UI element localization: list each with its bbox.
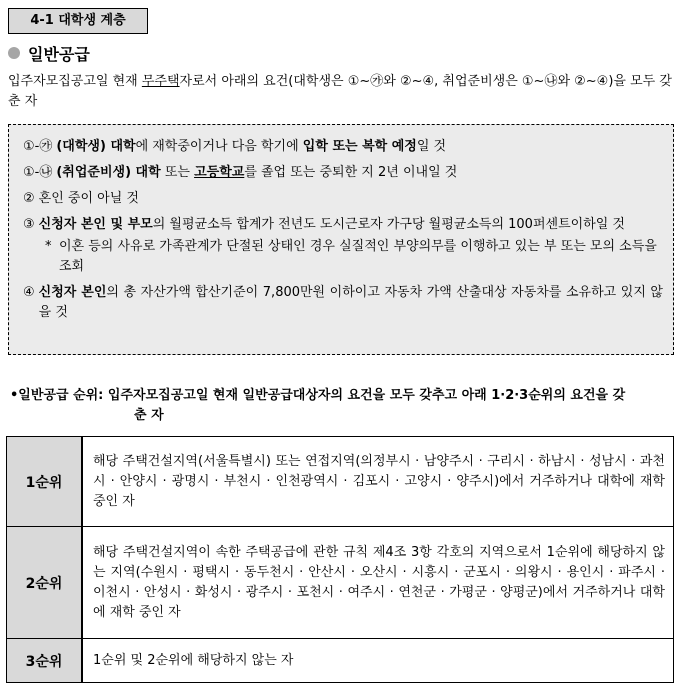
note-text: 이혼 등의 사유로 가족관계가 단절된 상태인 경우 실질적인 부양의무를 이행하고 있는 부 또는 모의 소득을 조회 <box>59 239 657 274</box>
condition-note <box>23 237 663 277</box>
condition-4 <box>23 283 663 323</box>
table-row <box>7 527 674 639</box>
rank-intro-line: •일반공급 순위: 입주자모집공고일 현재 일반공급대상자의 요건을 모두 갖추고 아래 1·2·3순위의 요건을 갖 <box>10 388 626 403</box>
condition-bold: (대학생) 대학 <box>56 139 136 154</box>
condition-text: 를 졸업 또는 중퇴한 지 2년 이내일 것 <box>244 165 458 180</box>
rank-description: 해당 주택건설지역이 속한 주택공급에 관한 규칙 제4조 3항 각호의 지역으로서 1순위에 해당하지 않는 지역(수원시 · 평택시 · 동두천시 · 안산시 · 오산시 · 시흥시 · 군포시 · 의왕시 · 용인시 · 파주시 · 이천시 · 안성시 · 화성시 · 광주시 · 포천시 · 여주시 · 연천군 · 가평군 · 양평군)에서 거주하거나 대학에 재학 중인 자 <box>82 527 674 639</box>
condition-text: 의 총 자산가액 합산기준이 7,800만원 이하이고 자동차 가액 산출대상 자동차를 소유하고 있지 않을 것 <box>38 285 663 320</box>
subheading-text: 일반공급 <box>28 44 90 64</box>
intro-text-rest: 자로서 아래의 요건(대학생은 ①~㉮와 ②~④, 취업준비생은 ①~㉯와 ②~④)을 모두 갖춘 자 <box>8 74 672 109</box>
condition-text: 혼인 중이 아닐 것 <box>38 191 139 206</box>
circle-bullet-icon <box>8 47 20 59</box>
condition-marker: ④ <box>23 285 35 300</box>
condition-bold: (취업준비생) 대학 <box>56 165 161 180</box>
rank-intro <box>10 386 674 426</box>
intro-paragraph <box>8 72 672 112</box>
intro-underlined: 무주택 <box>141 74 180 89</box>
conditions-box <box>8 124 674 355</box>
condition-3 <box>23 215 663 235</box>
condition-marker: ①-㉮ <box>23 139 53 154</box>
rank-description: 1순위 및 2순위에 해당하지 않는 자 <box>82 639 674 683</box>
condition-marker: ③ <box>23 217 35 232</box>
rank-table <box>6 436 674 683</box>
condition-text: 에 재학중이거나 다음 학기에 <box>135 139 303 154</box>
table-row <box>7 437 674 527</box>
condition-1b <box>23 163 663 183</box>
table-row <box>7 639 674 683</box>
rank-description: 해당 주택건설지역(서울특별시) 또는 연접지역(의정부시 · 남양주시 · 구리시 · 하남시 · 성남시 · 과천시 · 안양시 · 광명시 · 부천시 · 인천광역시 · 김포시 · 고양시 · 양주시)에서 거주하거나 대학에 재학 중인 자 <box>82 437 674 527</box>
subheading <box>8 42 90 64</box>
rank-label: 2순위 <box>7 527 83 639</box>
condition-2 <box>23 189 663 209</box>
condition-text: 의 월평균소득 합계가 전년도 도시근로자 가구당 월평균소득의 100퍼센트이하일 것 <box>152 217 625 232</box>
condition-bold: 신청자 본인 <box>38 285 107 300</box>
note-marker: * <box>45 239 52 254</box>
condition-1a <box>23 137 663 157</box>
rank-intro-line: 춘 자 <box>134 408 164 423</box>
condition-bold: 입학 또는 복학 예정 <box>302 139 417 154</box>
intro-text: 입주자모집공고일 현재 <box>8 74 142 89</box>
condition-text: 또는 <box>160 165 195 180</box>
rank-label: 1순위 <box>7 437 83 527</box>
section-tag: 4-1 대학생 계층 <box>8 8 148 34</box>
condition-marker: ② <box>23 191 35 206</box>
rank-label: 3순위 <box>7 639 83 683</box>
condition-underlined: 고등학교 <box>194 165 245 180</box>
condition-text: 일 것 <box>416 139 447 154</box>
condition-bold: 신청자 본인 및 부모 <box>38 217 153 232</box>
condition-marker: ①-㉯ <box>23 165 53 180</box>
